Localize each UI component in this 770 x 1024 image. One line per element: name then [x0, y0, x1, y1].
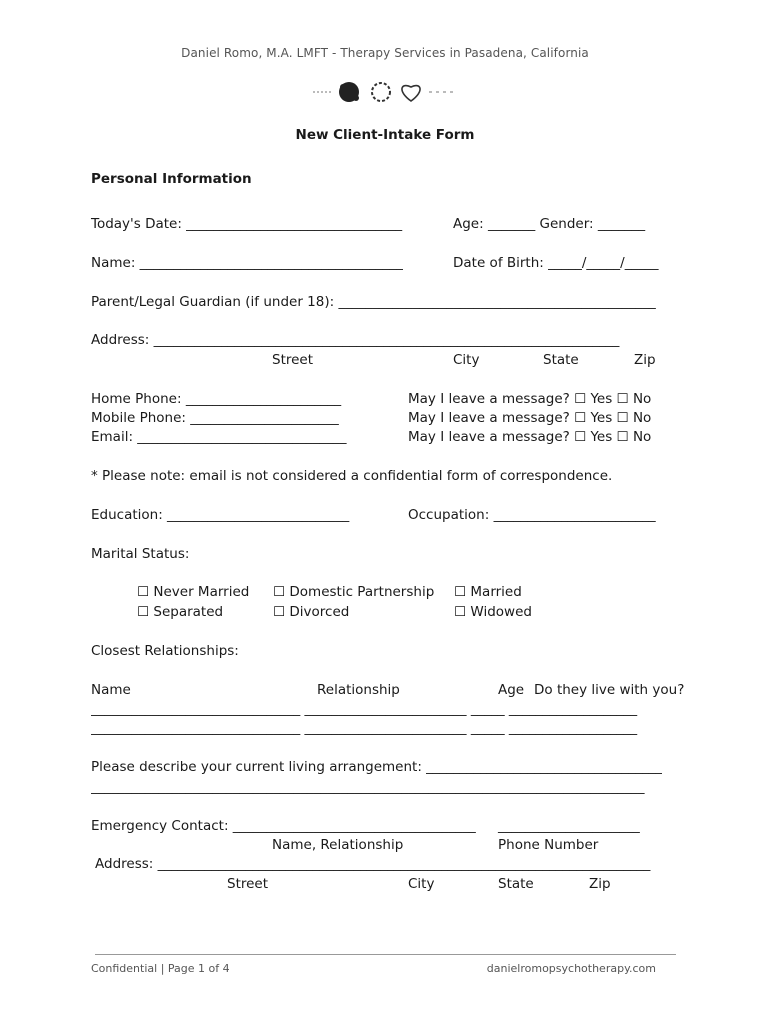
marital-divorced-checkbox[interactable]: ☐ Divorced	[273, 604, 350, 620]
practice-header: Daniel Romo, M.A. LMFT - Therapy Services in Pasadena, California	[181, 46, 589, 60]
address-street-label: Street	[272, 352, 314, 368]
address-zip-label: Zip	[634, 352, 656, 368]
home-phone-field[interactable]: Home Phone: _______________________	[91, 391, 342, 407]
dob-field[interactable]: Date of Birth: _____/_____/_____	[453, 255, 659, 271]
guardian-field[interactable]: Parent/Legal Guardian (if under 18): _______________________________________________	[91, 294, 656, 310]
emergency-name-relationship-label: Name, Relationship	[272, 837, 404, 853]
relationship-row-2[interactable]: _______________________________ ________________________ _____ ___________________	[91, 720, 638, 736]
marital-married-checkbox[interactable]: ☐ Married	[454, 584, 522, 600]
footer-page-info: Confidential | Page 1 of 4	[91, 962, 230, 975]
emergency-contact-field[interactable]: Emergency Contact: ____________________________________	[91, 818, 476, 834]
emergency-zip-label: Zip	[589, 876, 611, 892]
rel-header-live-with: Do they live with you?	[534, 682, 685, 698]
marital-widowed-checkbox[interactable]: ☐ Widowed	[454, 604, 532, 620]
address-state-label: State	[543, 352, 579, 368]
marital-domestic-partnership-checkbox[interactable]: ☐ Domestic Partnership	[273, 584, 435, 600]
email-message-checkboxes[interactable]: May I leave a message? ☐ Yes ☐ No	[408, 429, 652, 445]
name-field[interactable]: Name: _______________________________________	[91, 255, 403, 271]
rel-header-name: Name	[91, 682, 131, 698]
footer-divider	[95, 954, 676, 955]
rel-header-age: Age	[498, 682, 525, 698]
emergency-state-label: State	[498, 876, 534, 892]
logo-ornament	[307, 78, 463, 106]
mobile-message-checkboxes[interactable]: May I leave a message? ☐ Yes ☐ No	[408, 410, 652, 426]
emergency-street-label: Street	[227, 876, 269, 892]
mobile-phone-field[interactable]: Mobile Phone: ______________________	[91, 410, 339, 426]
address-field[interactable]: Address: _____________________________________________________________________	[91, 332, 620, 348]
home-message-checkboxes[interactable]: May I leave a message? ☐ Yes ☐ No	[408, 391, 652, 407]
address-city-label: City	[453, 352, 480, 368]
emergency-city-label: City	[408, 876, 435, 892]
footer-website: danielromopsychotherapy.com	[486, 962, 656, 975]
closest-relationships-label: Closest Relationships:	[91, 643, 239, 659]
emergency-phone-label: Phone Number	[498, 837, 599, 853]
education-field[interactable]: Education: ___________________________	[91, 507, 350, 523]
rel-header-relationship: Relationship	[317, 682, 400, 698]
occupation-field[interactable]: Occupation: ________________________	[408, 507, 656, 523]
marital-never-married-checkbox[interactable]: ☐ Never Married	[137, 584, 250, 600]
emergency-address-field[interactable]: Address: _________________________________________________________________________	[95, 856, 651, 872]
email-field[interactable]: Email: _______________________________	[91, 429, 347, 445]
marital-status-label: Marital Status:	[91, 546, 190, 562]
marital-separated-checkbox[interactable]: ☐ Separated	[137, 604, 224, 620]
relationship-row-1[interactable]: _______________________________ ________________________ _____ ___________________	[91, 701, 638, 717]
section-personal-information: Personal Information	[91, 171, 252, 187]
todays-date-field[interactable]: Today's Date: ________________________________	[91, 216, 403, 232]
age-gender-field[interactable]: Age: _______ Gender: _______	[453, 216, 646, 232]
emergency-phone-field[interactable]: _____________________	[498, 818, 640, 834]
email-confidentiality-note: * Please note: email is not considered a confidential form of correspondence.	[91, 468, 613, 484]
living-arrangement-field[interactable]: Please describe your current living arrangement: ___________________________________	[91, 759, 662, 775]
form-title: New Client-Intake Form	[295, 127, 475, 143]
living-arrangement-line[interactable]: __________________________________________________________________________________	[91, 779, 645, 795]
